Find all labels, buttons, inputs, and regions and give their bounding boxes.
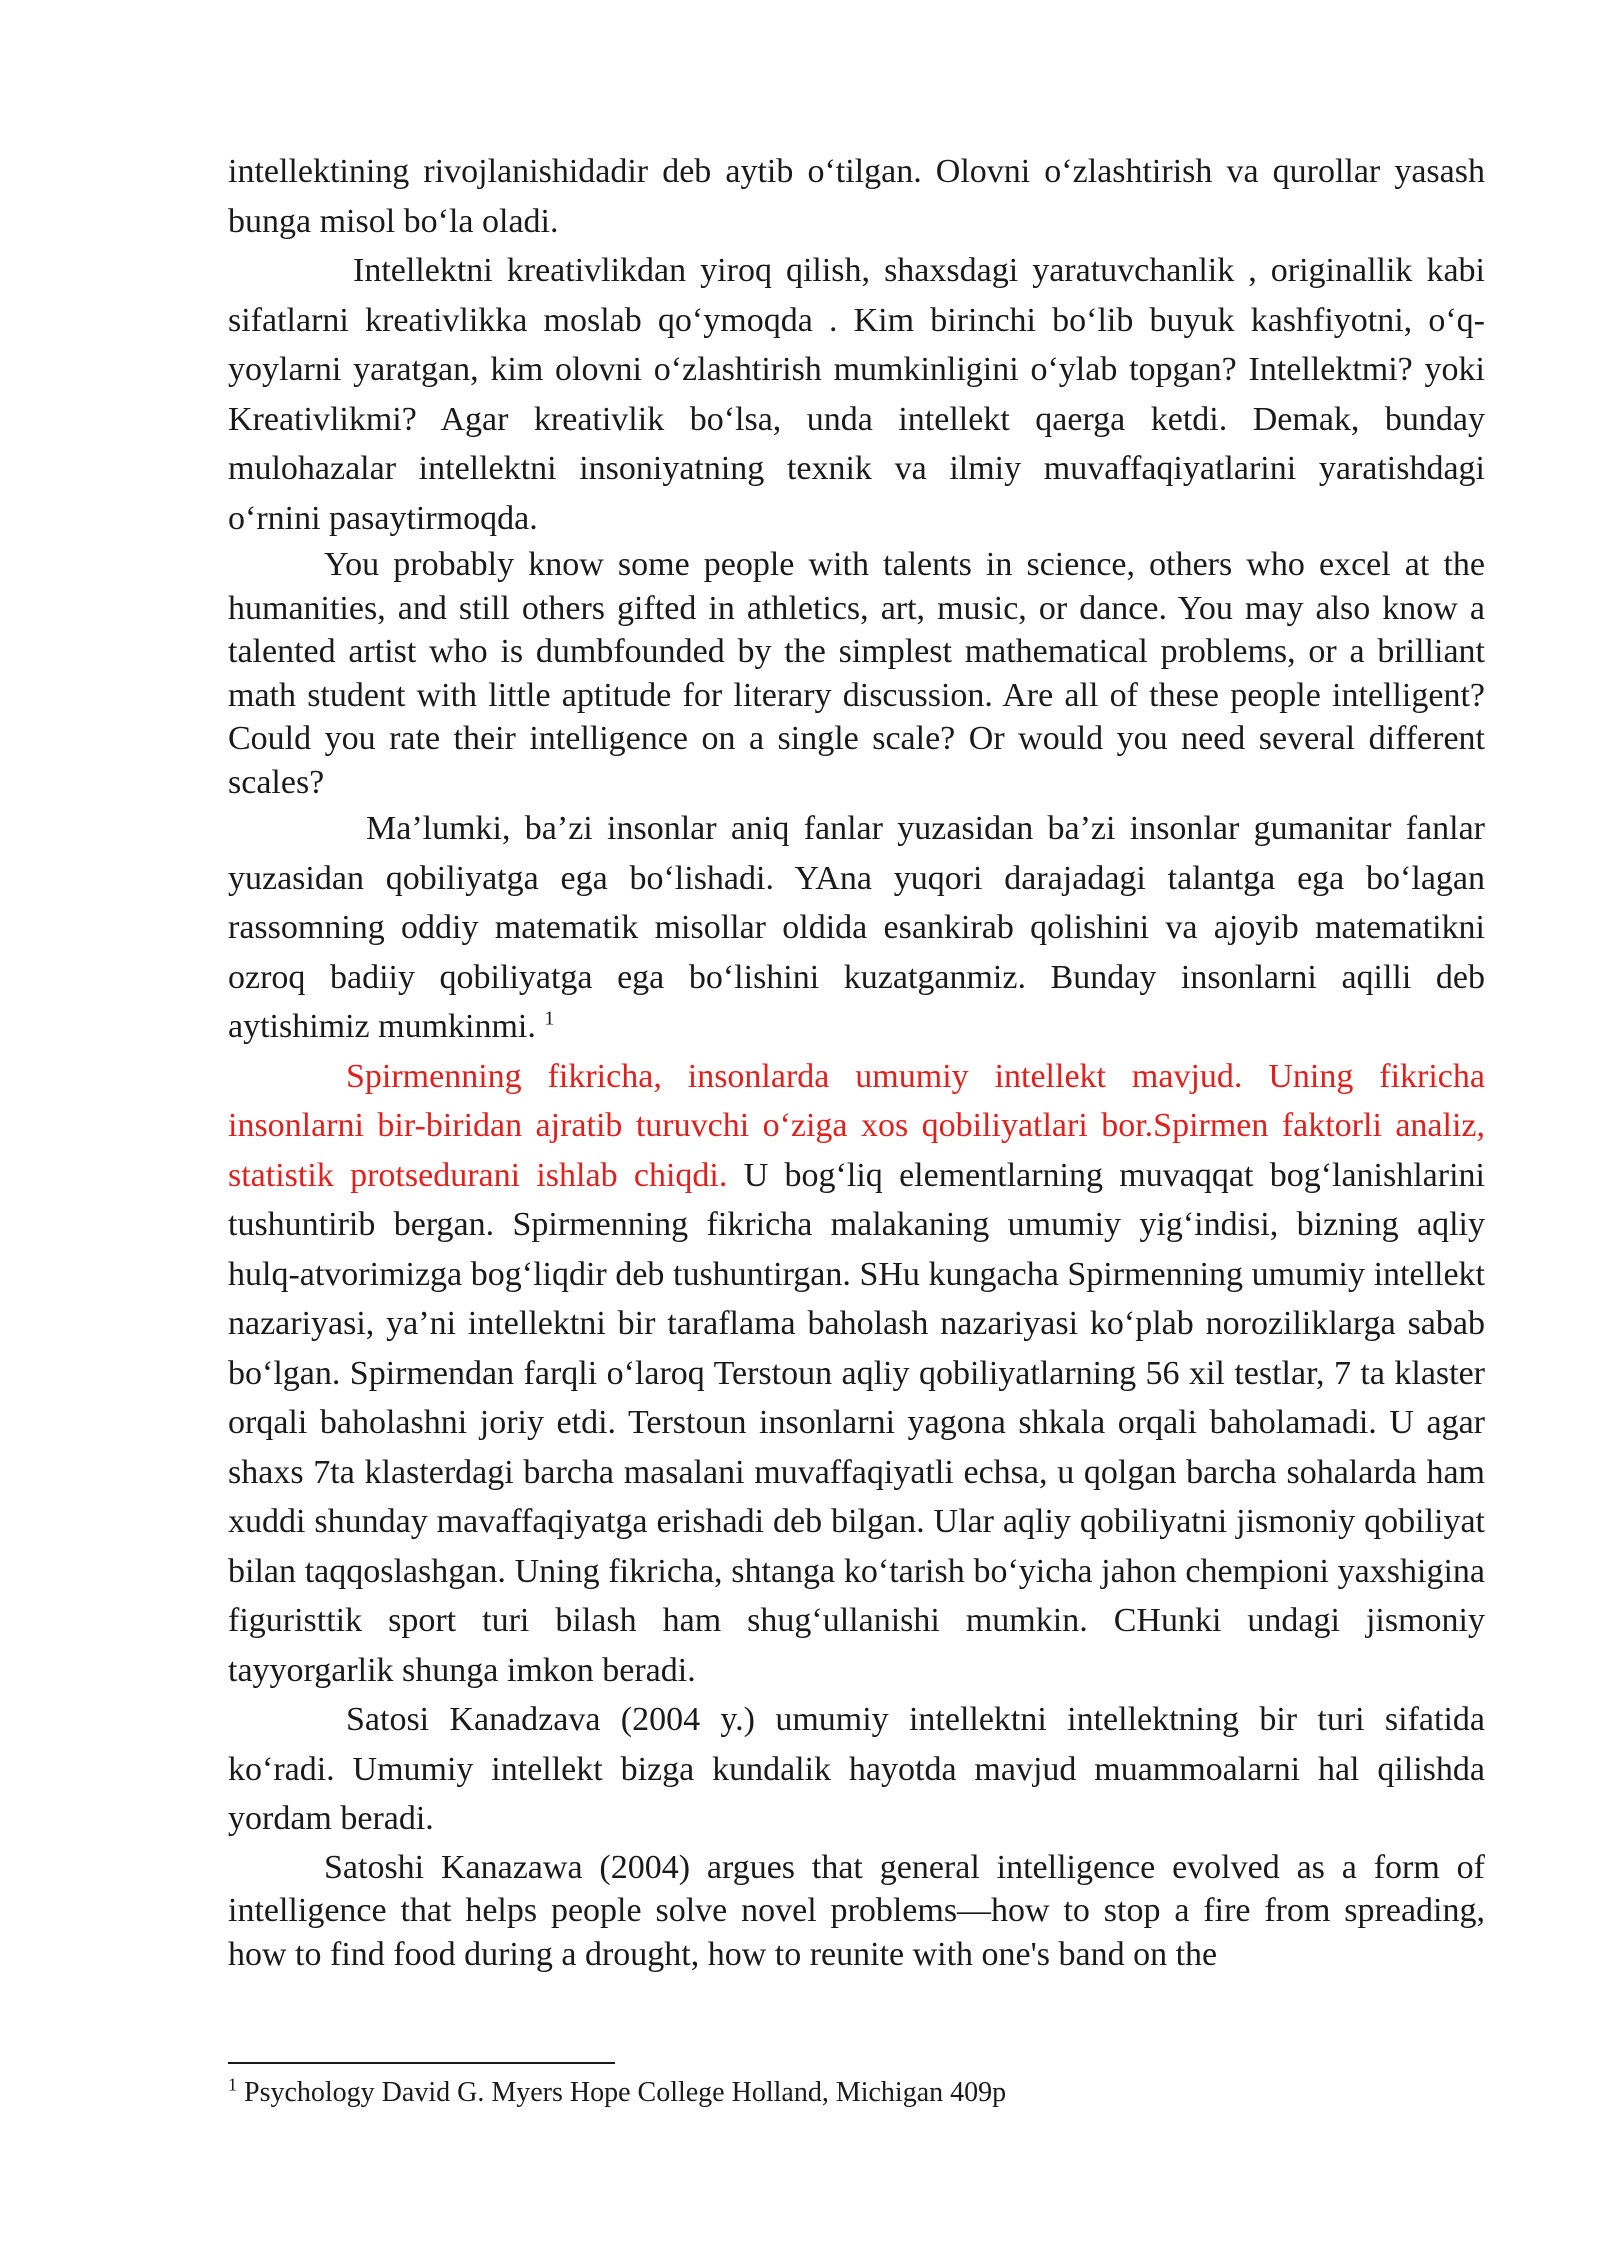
paragraph-5-text: U bog‘liq elementlarning muvaqqat bog‘lanishlarini tushuntirib bergan. Spirmenning fikricha malakaning umumiy yig‘indisi, bizning aqliy hulq-atvorimizga bog‘liqdir deb tushuntirgan. SHu kungacha Spirmenning umumiy intellekt nazariyasi, ya’ni intellektni bir taraflama baholash nazariyasi ko‘plab noroziliklarga sabab bo‘lgan. Spirmendan farqli o‘laroq Terstoun aqliy qobiliyatlarning 56 xil testlar, 7 ta klaster orqali baholashni joriy etdi. Terstoun insonlarni yagona shkala orqali baholamadi. U agar shaxs 7ta klasterdagi barcha masalani muvaffaqiyatli echsa, u qolgan barcha sohalarda ham xuddi shunday mavaffaqiyatga erishadi deb bilgan. Ular aqliy qobiliyatni jismoniy qobiliyat bilan taqqoslashgan. Uning fikricha, shtanga ko‘tarish bo‘yicha jahon chempioni yaxshigina figuristtik sport turi bilash ham shug‘ullanishi mumkin. CHunki undagi jismoniy tayyorgarlik shunga imkon beradi. [228,1156,1485,1689]
footnote-reference[interactable]: 1 [544,1007,555,1030]
highlighted-red-text: Spirmenning fikricha, insonlarda umumiy intellekt mavjud. Uning fikricha insonlarni bir-biridan ajratib turuvchi o‘ziga xos qobiliyatlari bor.Spirmen faktorli analiz, statistik protsedurani ishlab chiqdi. [228,1057,1485,1194]
footnote [228,2076,1006,2110]
paragraph-6: Satosi Kanadzava (2004 y.) umumiy intellektni intellektning bir turi sifatida ko‘radi. Umumiy intellekt bizga kundalik hayotda mavjud muammoalarni hal qilishda yordam beradi. [228,1701,1485,1837]
footnote-marker: 1 [228,2074,237,2095]
document-page [228,147,1485,1976]
footnote-divider [228,2062,615,2064]
paragraph-4 [228,804,1485,1052]
paragraph-4-text: Ma’lumki, ba’zi insonlar aniq fanlar yuzasidan ba’zi insonlar gumanitar fanlar yuzasidan qobiliyatga ega bo‘lishadi. YAna yuqori darajadagi talantga ega bo‘lagan rassomning oddiy matematik misollar oldida esankirab qolishini va ajoyib matematikni ozroq badiiy qobiliyatga ega bo‘lishini kuzatganmiz. Bunday insonlarni aqilli deb aytishimiz mumkinmi. [228,810,1485,1045]
paragraph-1: intellektining rivojlanishidadir deb aytib o‘tilgan. Olovni o‘zlashtirish va qurollar yasash bunga misol bo‘la oladi. [228,153,1485,240]
paragraph-5 [228,1052,1485,1696]
paragraph-3-english: You probably know some people with talents in science, others who excel at the humanities, and still others gifted in athletics, art, music, or dance. You may also know a talented artist who is dumbfounded by the simplest mathematical problems, or a brilliant math student with little aptitude for literary discussion. Are all of these people intelligent? Could you rate their intelligence on a single scale? Or would you need several different scales? [228,546,1485,801]
footnote-text: Psychology David G. Myers Hope College Holland, Michigan 409p [237,2077,1007,2108]
paragraph-7-english: Satoshi Kanazawa (2004) argues that general intelligence evolved as a form of intelligence that helps people solve novel problems—how to stop a fire from spreading, how to find food during a drought, how to reunite with one's band on the [228,1848,1485,1973]
paragraph-2: Intellektni kreativlikdan yiroq qilish, shaxsdagi yaratuvchanlik , originallik kabi sifatlarni kreativlikka moslab qo‘ymoqda . Kim birinchi bo‘lib buyuk kashfiyotni, o‘q-yoylarni yaratgan, kim olovni o‘zlashtirish mumkinligini o‘ylab topgan? Intellektmi? yoki Kreativlikmi? Agar kreativlik bo‘lsa, unda intellekt qaerga ketdi. Demak, bunday mulohazalar intellektni insoniyatning texnik va ilmiy muvaffaqiyatlarini yaratishdagi o‘rnini pasaytirmoqda. [228,252,1485,537]
